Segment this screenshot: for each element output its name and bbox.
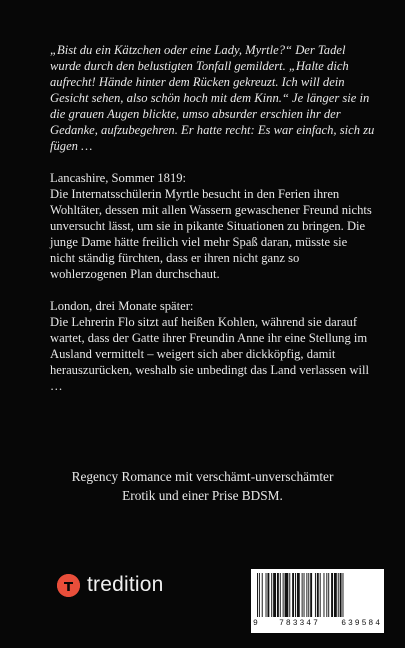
- barcode-bar: [324, 573, 325, 617]
- barcode-bar: [308, 573, 309, 617]
- publisher-name: tredition: [87, 573, 164, 596]
- barcode-bar: [295, 573, 296, 617]
- barcode-bar: [292, 573, 294, 617]
- blurb-section-london: [50, 298, 375, 394]
- publisher-logo: [57, 571, 164, 599]
- genre-tagline: [36, 467, 369, 505]
- barcode-bar: [331, 573, 333, 617]
- barcode-bar: [328, 573, 329, 617]
- barcode-bar: [306, 573, 307, 617]
- blurb-quote: „Bist du ein Kätzchen oder eine Lady, Myrtle?“ Der Tadel wurde durch den belustigten Tonfall gemildert. „Halte dich aufrecht! Hände hinter dem Rücken gekreuzt. Ich will dein Gesicht sehen, also schön hoch mit dem Kinn.“ Je länger sie in die grauen Augen blickte, umso absurder erschien ihr der Gedanke, aufzubegehren. Er hatte recht: Es war einfach, sich zu fügen …: [50, 43, 375, 153]
- tredition-logo-icon: [57, 574, 80, 597]
- section-heading-london: London, drei Monate später:: [50, 299, 194, 313]
- barcode-bar: [289, 573, 290, 617]
- section-text-london: Die Lehrerin Flo sitzt auf heißen Kohlen, während sie darauf wartet, dass der Gatte ihrer Freundin Anne ihr eine Stellung im Ausland vermittelt – weigert sich aber dickköpfig, damit herauszurücken, weshalb sie unbedingt das Land verlassen will …: [50, 315, 369, 393]
- barcode-bar: [315, 573, 316, 617]
- barcode-bar: [304, 573, 305, 617]
- barcode-bar: [267, 573, 269, 617]
- back-cover-blurb: [50, 42, 375, 410]
- tagline-line-2: Erotik und einer Prise BDSM.: [122, 488, 283, 503]
- barcode-bar: [280, 573, 281, 617]
- barcode-bar: [285, 573, 289, 617]
- barcode-bar: [259, 573, 260, 617]
- isbn-group-2: 639584: [341, 619, 382, 628]
- barcode-bar: [320, 573, 321, 617]
- barcode-bar: [334, 573, 337, 617]
- tagline-line-1: Regency Romance mit verschämt-unverschämter: [71, 469, 334, 484]
- blurb-section-lancashire: [50, 170, 375, 282]
- barcode-bar: [326, 573, 327, 617]
- barcode-bar: [340, 573, 342, 617]
- isbn-lead-digit: 9: [253, 619, 258, 628]
- barcode-bar: [302, 573, 303, 617]
- barcode-bar: [283, 573, 284, 617]
- barcode-bar: [271, 573, 272, 617]
- barcode-bar: [277, 573, 279, 617]
- barcode-bars: [257, 573, 378, 619]
- barcode-bar: [266, 573, 267, 617]
- section-text-lancashire: Die Internatsschülerin Myrtle besucht in den Ferien ihren Wohltäter, dessen mit allen Wassern gewaschener Freund nichts unversucht lässt, um sie in pikante Situationen zu bringen. Die junge Dame hätte freilich viel mehr Spaß daran, müsste sie nicht ständig fürchten, dass er ihren nicht ganz so wohlerzogenen Plan durchschaut.: [50, 187, 372, 281]
- section-heading-lancashire: Lancashire, Sommer 1819:: [50, 171, 187, 185]
- barcode-bar: [273, 573, 276, 617]
- isbn-group-1: 783347: [279, 619, 320, 628]
- barcode-bar: [317, 573, 319, 617]
- isbn-barcode: [251, 569, 384, 633]
- isbn-digits: [253, 619, 382, 628]
- barcode-bar: [338, 573, 339, 617]
- barcode-bar: [343, 573, 344, 617]
- barcode-bar: [257, 573, 258, 617]
- barcode-bar: [262, 573, 263, 617]
- barcode-bar: [297, 573, 300, 617]
- barcode-bar: [310, 573, 312, 617]
